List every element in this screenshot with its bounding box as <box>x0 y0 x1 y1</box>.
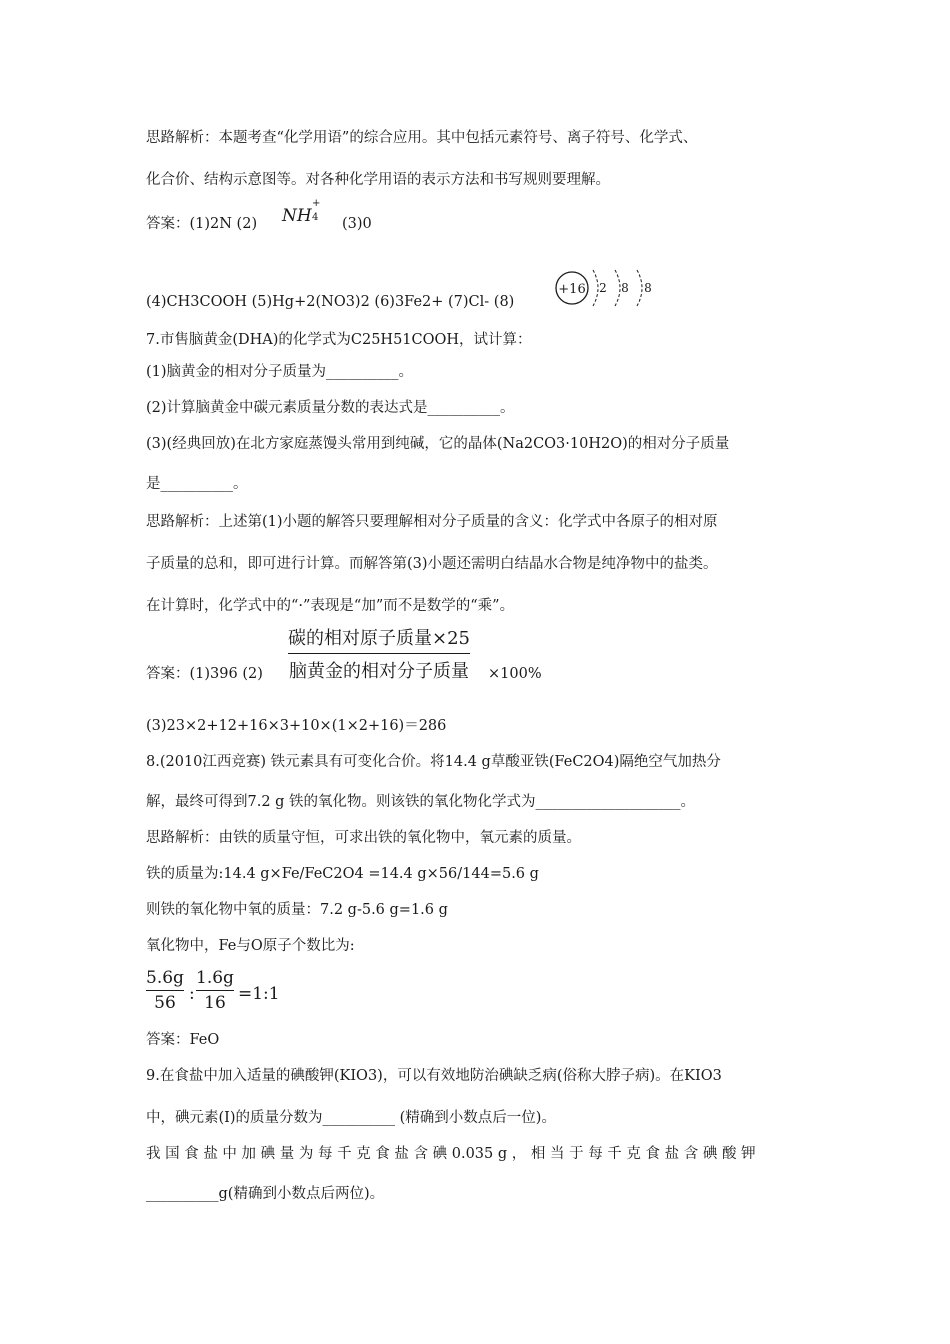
q7-analysis-line3: 在计算时，化学式中的“·”表现是“加”而不是数学的“乘”。 <box>146 598 515 614</box>
q7-analysis-line2: 子质量的总和，即可进行计算。而解答第(3)小题还需明白结晶水合物是纯净物中的盐类。 <box>146 556 718 572</box>
carbon-fraction-denominator: 脑黄金的相对分子质量 <box>289 661 469 682</box>
shell-electrons-3: 8 <box>644 281 652 295</box>
carbon-fraction-numerator: 碳的相对原子质量×25 <box>288 628 470 649</box>
q6-answer-prefix: 答案：(1)2N (2) <box>146 216 258 232</box>
shell-electrons-1: 2 <box>599 281 607 295</box>
ammonium-ion-formula <box>282 198 321 226</box>
q8-calc1: 铁的质量为:14.4 g×Fe/FeC2O4 =14.4 g×56/144=5.6 g <box>146 866 539 882</box>
q7-part1: (1)脑黄金的相对分子质量为__________。 <box>146 364 414 380</box>
shell-arc-2 <box>615 270 620 306</box>
ratio-fraction-1 <box>146 968 184 1013</box>
q6-analysis-line1: 思路解析：本题考查“化学用语”的综合应用。其中包括元素符号、离子符号、化学式、 <box>146 130 698 146</box>
q9-line3: 我 国 食 盐 中 加 碘 量 为 每 千 克 食 盐 含 碘 0.035 g ， 相 当 于 每 千 克 食 盐 含 碘 酸 钾 <box>146 1146 756 1162</box>
q8-stem-line2: 解，最终可得到7.2 g 铁的氧化物。则该铁的氧化物化学式为____________________。 <box>146 794 696 810</box>
q7-answer-3: (3)23×2+12+16×3+10×(1×2+16)＝286 <box>146 718 447 734</box>
carbon-fraction-expression <box>288 624 470 683</box>
ratio-numerator-2: 1.6g <box>196 968 234 988</box>
q9-stem-line1: 9.在食盐中加入适量的碘酸钾(KIO3)，可以有效地防治碘缺乏病(俗称大脖子病)。在KIO3 <box>146 1068 722 1084</box>
shell-arc-3 <box>637 270 642 306</box>
q8-calc2: 则铁的氧化物中氧的质量：7.2 g-5.6 g=1.6 g <box>146 902 448 918</box>
q8-calc3: 氧化物中，Fe与O原子个数比为: <box>146 938 355 954</box>
q6-analysis-line2: 化合价、结构示意图等。对各种化学用语的表示方法和书写规则要理解。 <box>146 172 610 188</box>
shell-arc-1 <box>593 270 598 306</box>
q7-analysis-line1: 思路解析：上述第(1)小题的解答只要理解相对分子质量的含义：化学式中各原子的相对原 <box>146 514 718 530</box>
q9-stem-line2: 中，碘元素(I)的质量分数为__________ (精确到小数点后一位)。 <box>146 1110 556 1126</box>
ratio-result: =1:1 <box>238 984 280 1004</box>
q7-answer-prefix: 答案：(1)396 (2) <box>146 666 263 682</box>
q8-answer: 答案：FeO <box>146 1032 220 1048</box>
sulfur-ion-structure-diagram <box>552 264 662 312</box>
q7-part3-line1: (3)(经典回放)在北方家庭蒸馒头常用到纯碱，它的晶体(Na2CO3·10H2O)的相对分子质量 <box>146 436 730 452</box>
q6-answer-line2: (4)CH3COOH (5)Hg+2(NO3)2 (6)3Fe2+ (7)Cl- (8) <box>146 294 515 310</box>
ammonium-base: NH <box>282 206 312 226</box>
q7-stem: 7.市售脑黄金(DHA)的化学式为C25H51COOH，试计算： <box>146 332 532 348</box>
q7-fraction-suffix: ×100% <box>488 666 542 682</box>
q6-answer-3: (3)0 <box>342 216 372 232</box>
shell-electrons-2: 8 <box>621 281 629 295</box>
ratio-denominator-2: 16 <box>204 993 226 1013</box>
q8-analysis: 思路解析：由铁的质量守恒，可求出铁的氧化物中，氧元素的质量。 <box>146 830 581 846</box>
q7-part2: (2)计算脑黄金中碳元素质量分数的表达式是__________。 <box>146 400 515 416</box>
ammonium-subscript: 4 <box>312 212 319 223</box>
ratio-fraction-2 <box>196 968 234 1013</box>
nucleus-label: +16 <box>558 282 586 297</box>
ratio-denominator-1: 56 <box>154 993 176 1013</box>
q8-stem-line1: 8.(2010江西竞赛) 铁元素具有可变化合价。将14.4 g草酸亚铁(FeC2O4)隔绝空气加热分 <box>146 754 721 770</box>
ratio-numerator-1: 5.6g <box>146 968 184 988</box>
ratio-colon: : <box>189 984 195 1004</box>
q6-answer-line1 <box>146 214 257 234</box>
ammonium-charge: + <box>312 198 321 209</box>
q7-part3-line2: 是__________。 <box>146 476 248 492</box>
q9-line4: __________g(精确到小数点后两位)。 <box>146 1186 385 1202</box>
